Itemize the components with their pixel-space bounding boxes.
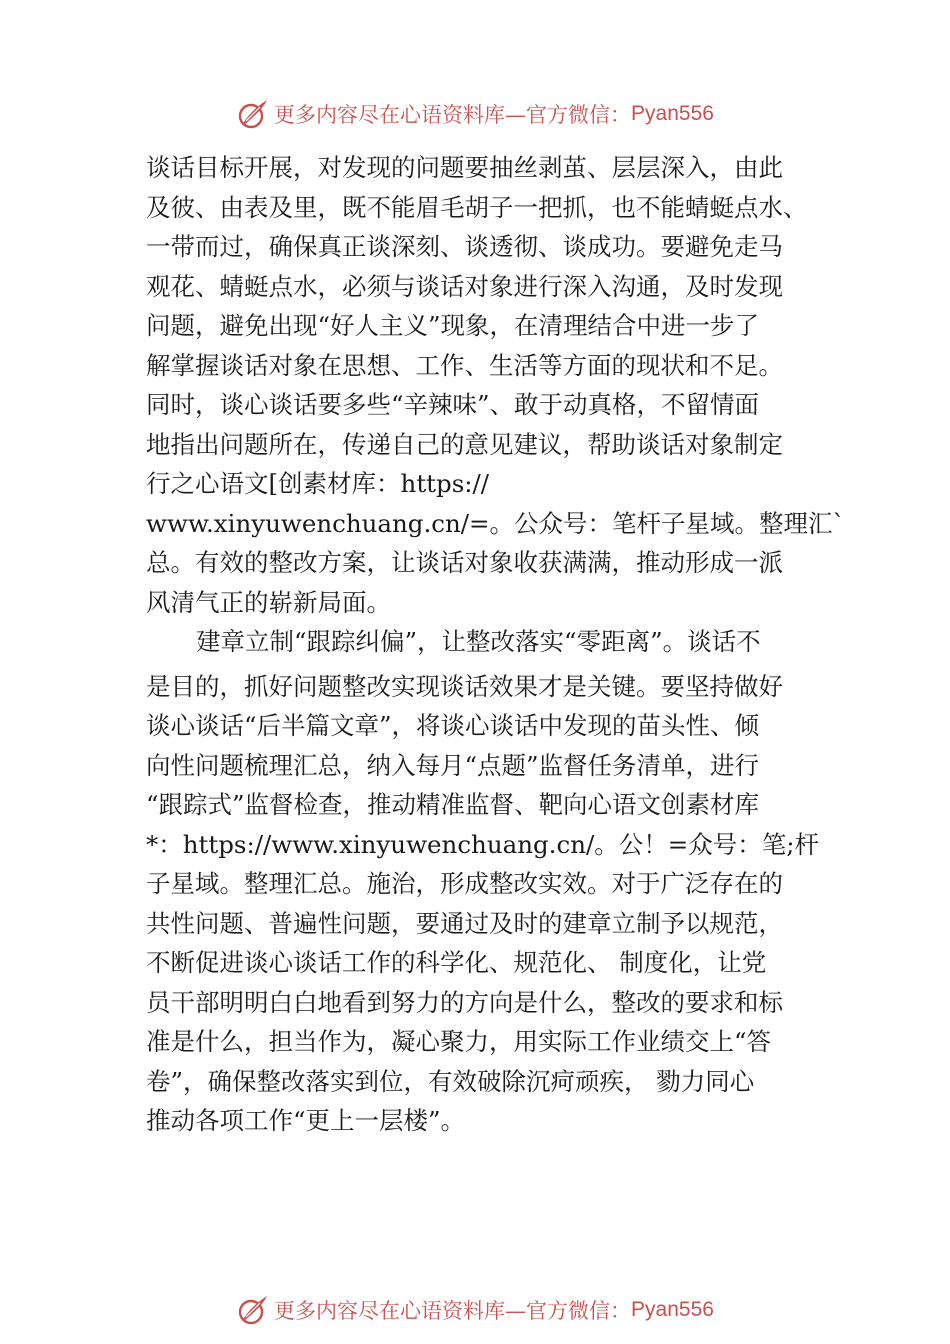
text-line: 一带而过，确保真正谈深刻、谈透彻、谈成功。要避免走马 bbox=[146, 232, 783, 261]
quill-logo-icon bbox=[236, 1293, 270, 1327]
banner-wechat-id: Pyan556 bbox=[631, 102, 714, 125]
text-line: 地指出问题所在，传递自己的意见建议，帮助谈话对象制定 bbox=[146, 429, 783, 459]
text-line: 是目的，抓好问题整改实现谈话效果才是关键。要坚持做好 bbox=[146, 671, 783, 701]
header-banner bbox=[0, 94, 950, 134]
text-line: “跟踪式”监督检查，推动精准监督、靶向心语文创素材库 bbox=[146, 790, 760, 819]
text-line: 行之心语文[创素材库：https:// bbox=[146, 469, 490, 498]
paragraph-start-line: 建章立制“跟踪纠偏”，让整改落实“零距离”。谈话不 bbox=[196, 627, 761, 656]
banner-text: 更多内容尽在心语资料库—官方微信： bbox=[274, 1299, 632, 1323]
text-line: 准是什么，担当作为，凝心聚力，用实际工作业绩交上“答 bbox=[146, 1027, 772, 1056]
text-line: 观花、蜻蜓点水，必须与谈话对象进行深入沟通，及时发现 bbox=[146, 271, 783, 301]
text-line: 及彼、由表及里，既不能眉毛胡子一把抓，也不能蜻蜓点水、 bbox=[146, 192, 808, 222]
text-line: 推动各项工作“更上一层楼”。 bbox=[146, 1106, 466, 1135]
text-line: www.xinyuwenchuang.cn/=。公众号：笔杆子星域。整理汇` bbox=[146, 508, 845, 538]
text-line: 谈心谈话“后半篇文章”，将谈心谈话中发现的苗头性、倾 bbox=[146, 711, 760, 740]
text-line: 谈话目标开展，对发现的问题要抽丝剥茧、层层深入，由此 bbox=[146, 153, 783, 182]
text-line: *：https://www.xinyuwenchuang.cn/。公！=众号：笔;杆 bbox=[146, 829, 820, 859]
text-line: 共性问题、普遍性问题，要通过及时的建章立制予以规范， bbox=[146, 908, 783, 938]
text-line: 子星域。整理汇总。施治，形成整改实效。对于广泛存在的 bbox=[146, 869, 783, 898]
document-body bbox=[146, 148, 845, 1141]
text-line: 同时，谈心谈话要多些“辛辣味”、敢于动真格，不留情面 bbox=[146, 390, 760, 419]
text-line: 卷”，确保整改落实到位，有效破除沉疴顽疾， 勠力同心 bbox=[146, 1066, 755, 1096]
text-line: 总。有效的整改方案，让谈话对象收获满满，推动形成一派 bbox=[146, 548, 783, 577]
banner-wechat-id: Pyan556 bbox=[631, 1298, 714, 1321]
text-line: 员干部明明白白地看到努力的方向是什么，整改的要求和标 bbox=[146, 987, 783, 1017]
banner-text: 更多内容尽在心语资料库—官方微信： bbox=[274, 103, 632, 127]
footer-banner bbox=[0, 1290, 950, 1330]
text-line: 不断促进谈心谈话工作的科学化、规范化、 制度化，让党 bbox=[146, 948, 767, 977]
quill-logo-icon bbox=[236, 97, 270, 131]
text-line: 解掌握谈话对象在思想、工作、生活等方面的现状和不足。 bbox=[146, 350, 783, 380]
text-line: 向性问题梳理汇总，纳入每月“点题”监督任务清单，进行 bbox=[146, 750, 760, 780]
text-line: 风清气正的崭新局面。 bbox=[146, 587, 391, 617]
text-line: 问题，避免出现“好人主义”现象，在清理结合中进一步了 bbox=[146, 311, 760, 340]
